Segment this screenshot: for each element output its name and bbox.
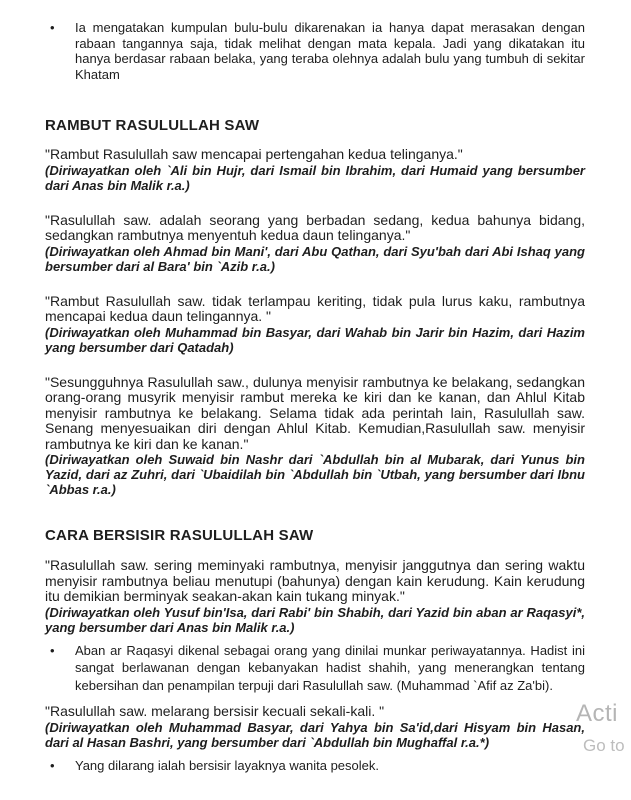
activate-windows-watermark [576,701,625,755]
bullet-icon: • [50,642,55,658]
hadith-entry [45,704,585,774]
bullet-icon: • [50,757,55,773]
hadith-entry [45,213,585,274]
hadith-entry [45,558,585,694]
hadith-attribution: (Diriwayatkan oleh Suwaid bin Nashr dari `Abdullah bin al Mubarak, dari Yunus bin Yazid, dari az Zuhri, dari `Ubaidilah bin `Abdullah bin `Utbah, yang bersumber dari Ibnu `Abbas r.a.) [45,452,585,497]
top-note-list [45,20,585,82]
hadith-quote: "Sesungguhnya Rasulullah saw., dulunya menyisir rambutnya ke belakang, sedangkan orang-orang musyrik menyisir rambut mereka ke kiri dan ke kanan, dan Ahlul Kitab menyisir rambutnya ke belakang. Selama tidak ada perintah lain, Rasulullah saw. Senang menyesuaikan diri dengan Ahlul Kitab. Kemudian,Rasulullah saw. menyisir rambutnya ke kiri dan ke kanan." [45,373,585,452]
hadith-quote: "Rasulullah saw. melarang bersisir kecuali sekali-kali. " [45,703,385,719]
list-item [45,642,585,695]
list-item [45,20,585,82]
note-list [45,757,585,775]
hadith-quote: "Rambut Rasulullah saw mencapai pertengahan kedua telinganya." [45,146,463,162]
section-heading-rambut: RAMBUT RASULULLAH SAW [45,117,260,134]
hadith-attribution: (Diriwayatkan oleh Yusuf bin'Isa, dari Rabi' bin Shabih, dari Yazid bin aban ar Raqasyi*, yang bersumber dari Anas bin Malik r.a.) [45,604,585,635]
hadith-attribution: (Diriwayatkan oleh Ahmad bin Mani', dari Abu Qathan, dari Syu'bah dari Abi Ishaq yang bersumber dari al Bara' bin `Azib r.a.) [45,243,585,274]
hadith-quote: "Rasulullah saw. sering meminyaki rambutnya, menyisir janggutnya dan sering waktu menyisir rambutnya beliau menutupi (bahunya) dengan kain kerudung. Kain kerudung itu demikian berminyak seakan-akan kain tukang minyak." [45,557,585,604]
note-text: Aban ar Raqasyi dikenal sebagai orang yang dinilai munkar periwayatannya. Hadist ini sangat berlawanan dengan kebanyakan hadist shahih, yang menerangkan tentang kebersihan dan penampilan terpuji dari Rasulullah saw. (Muhammad `Afif az Za'bi). [75,642,585,693]
watermark-line1: Acti [576,700,619,727]
hadith-quote: "Rambut Rasulullah saw. tidak terlampau keriting, tidak pula lurus kaku, rambutnya mencapai kedua daun telingannya. " [45,292,585,324]
hadith-entry [45,147,585,193]
list-item [45,757,585,775]
hadith-quote: "Rasulullah saw. adalah seorang yang berbadan sedang, kedua bahunya bidang, sedangkan rambutnya menyentuh kedua daun telinganya." [45,211,585,243]
hadith-entry [45,294,585,355]
hadith-attribution: (Diriwayatkan oleh Muhammad bin Basyar, dari Wahab bin Jarir bin Hazim, dari Hazim yang bersumber dari Qatadah) [45,324,585,355]
hadith-attribution: (Diriwayatkan oleh Muhammad Basyar, dari Yahya bin Sa'id,dari Hisyam bin Hasan, dari al Hasan Bashri, yang bersumber dari `Abdullah bin Mughaffal r.a.*) [45,719,585,750]
note-list [45,642,585,695]
note-text: Yang dilarang ialah bersisir layaknya wanita pesolek. [75,757,379,773]
watermark-line2: Go to [583,736,625,755]
section-heading-bersisir: CARA BERSISIR RASULULLAH SAW [45,527,314,544]
bullet-icon: • [50,20,55,35]
hadith-entry [45,375,585,498]
top-note-text: Ia mengatakan kumpulan bulu-bulu dikarenakan ia hanya dapat merasakan dengan rabaan tangannya saja, tidak melihat dengan mata kepala. Jadi yang dikatakan itu hanya berdasar rabaan belaka, yang teraba olehnya adalah bulu yang tumbuh di sekitar Khatam [75,20,585,82]
hadith-attribution: (Diriwayatkan oleh `Ali bin Hujr, dari Ismail bin Ibrahim, dari Humaid yang bersumber dari Anas bin Malik r.a.) [45,162,585,193]
